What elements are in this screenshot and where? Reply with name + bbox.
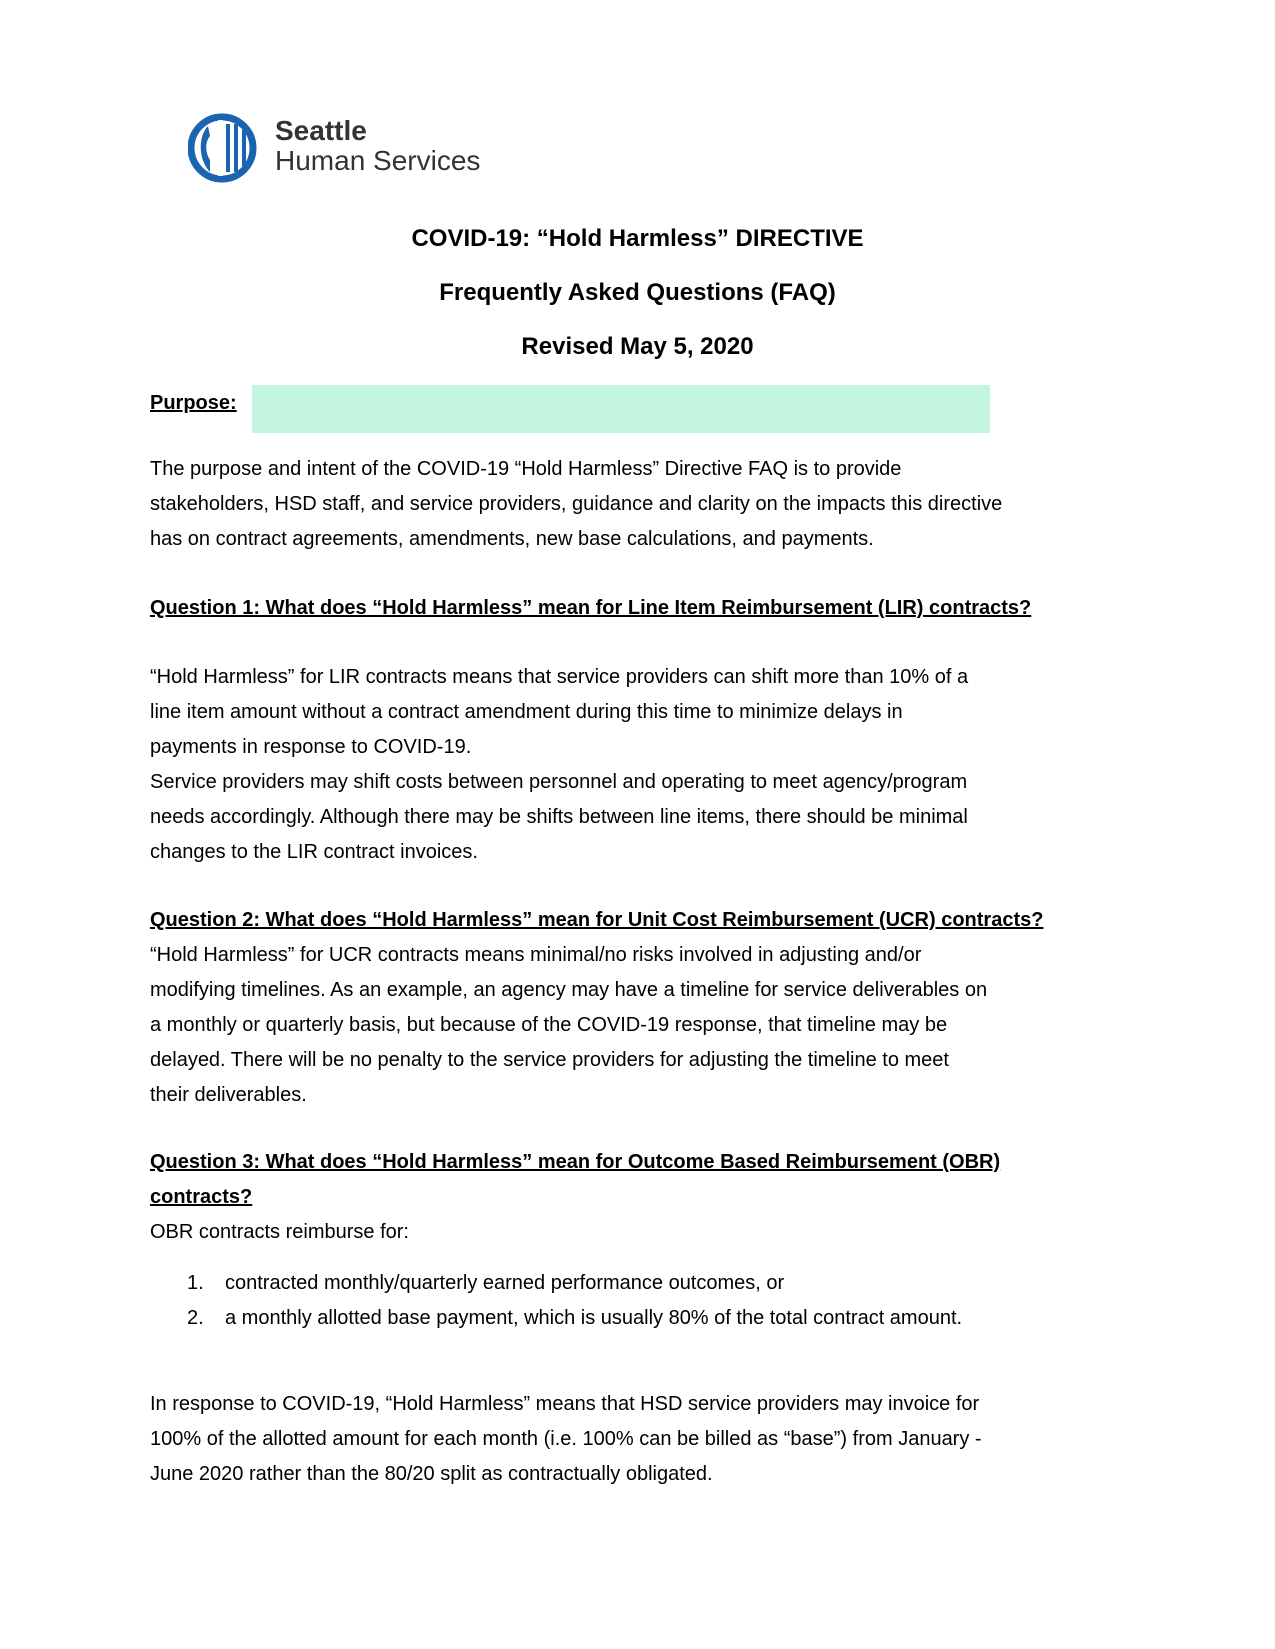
text-line: changes to the LIR contract invoices.: [150, 841, 478, 863]
purpose-paragraph: [150, 452, 1140, 557]
document-title: COVID-19: “Hold Harmless” DIRECTIVE: [411, 225, 864, 252]
answer-3-closing-paragraph: [150, 1387, 1140, 1492]
text-line: their deliverables.: [150, 1084, 307, 1106]
document-subtitle: Frequently Asked Questions (FAQ): [439, 279, 836, 306]
question-2-section: [150, 903, 1140, 1113]
purpose-highlight-bar: [252, 385, 990, 433]
list-item: [150, 1266, 962, 1301]
text-line: The purpose and intent of the COVID-19 “Hold Harmless” Directive FAQ is to provide: [150, 458, 902, 480]
seattle-human-services-logo: [188, 112, 488, 184]
text-line: stakeholders, HSD staff, and service providers, guidance and clarity on the impacts this directive: [150, 493, 1003, 515]
question-2-text: Question 2: What does “Hold Harmless” mean for Unit Cost Reimbursement (UCR) contracts?: [150, 909, 1044, 931]
list-item-number: 2.: [187, 1307, 204, 1329]
question-3-text-line2: contracts?: [150, 1186, 253, 1208]
revision-date: Revised May 5, 2020: [521, 333, 754, 360]
text-line: needs accordingly. Although there may be shifts between line items, there should be minimal: [150, 806, 968, 828]
text-line: “Hold Harmless” for UCR contracts means minimal/no risks involved in adjusting and/or: [150, 944, 922, 966]
list-item-text: a monthly allotted base payment, which is usually 80% of the total contract amount.: [225, 1307, 963, 1329]
text-line: June 2020 rather than the 80/20 split as contractually obligated.: [150, 1463, 713, 1485]
question-3-section: [150, 1145, 1140, 1250]
obr-reimbursement-list: [150, 1266, 962, 1336]
text-line: “Hold Harmless” for LIR contracts means that service providers can shift more than 10% of a: [150, 666, 969, 688]
list-item: [150, 1301, 962, 1336]
text-line: line item amount without a contract amendment during this time to minimize delays in: [150, 701, 903, 723]
text-line: a monthly or quarterly basis, but because of the COVID-19 response, that timeline may be: [150, 1014, 948, 1036]
question-1-text: Question 1: What does “Hold Harmless” mean for Line Item Reimbursement (LIR) contracts?: [150, 597, 1032, 619]
text-line: payments in response to COVID-19.: [150, 736, 472, 758]
logo-line-seattle: Seattle: [275, 115, 367, 146]
text-line: has on contract agreements, amendments, new base calculations, and payments.: [150, 528, 874, 550]
question-3-intro: OBR contracts reimburse for:: [150, 1221, 409, 1243]
list-item-number: 1.: [187, 1272, 204, 1294]
seattle-seal-icon: [188, 112, 260, 184]
text-line: delayed. There will be no penalty to the service providers for adjusting the timeline to meet: [150, 1049, 949, 1071]
question-3-text-line1: Question 3: What does “Hold Harmless” mean for Outcome Based Reimbursement (OBR): [150, 1151, 1001, 1173]
text-line: Service providers may shift costs between personnel and operating to meet agency/program: [150, 771, 968, 793]
text-line: 100% of the allotted amount for each month (i.e. 100% can be billed as “base”) from January -: [150, 1428, 982, 1450]
answer-1-paragraph: [150, 660, 1140, 870]
list-item-text: contracted monthly/quarterly earned performance outcomes, or: [225, 1272, 785, 1294]
logo-line-human-services: Human Services: [275, 145, 481, 176]
text-line: In response to COVID-19, “Hold Harmless” means that HSD service providers may invoice for: [150, 1393, 980, 1415]
purpose-label: Purpose:: [150, 392, 237, 414]
question-1-heading: [150, 591, 1140, 626]
text-line: modifying timelines. As an example, an agency may have a timeline for service deliverables on: [150, 979, 988, 1001]
